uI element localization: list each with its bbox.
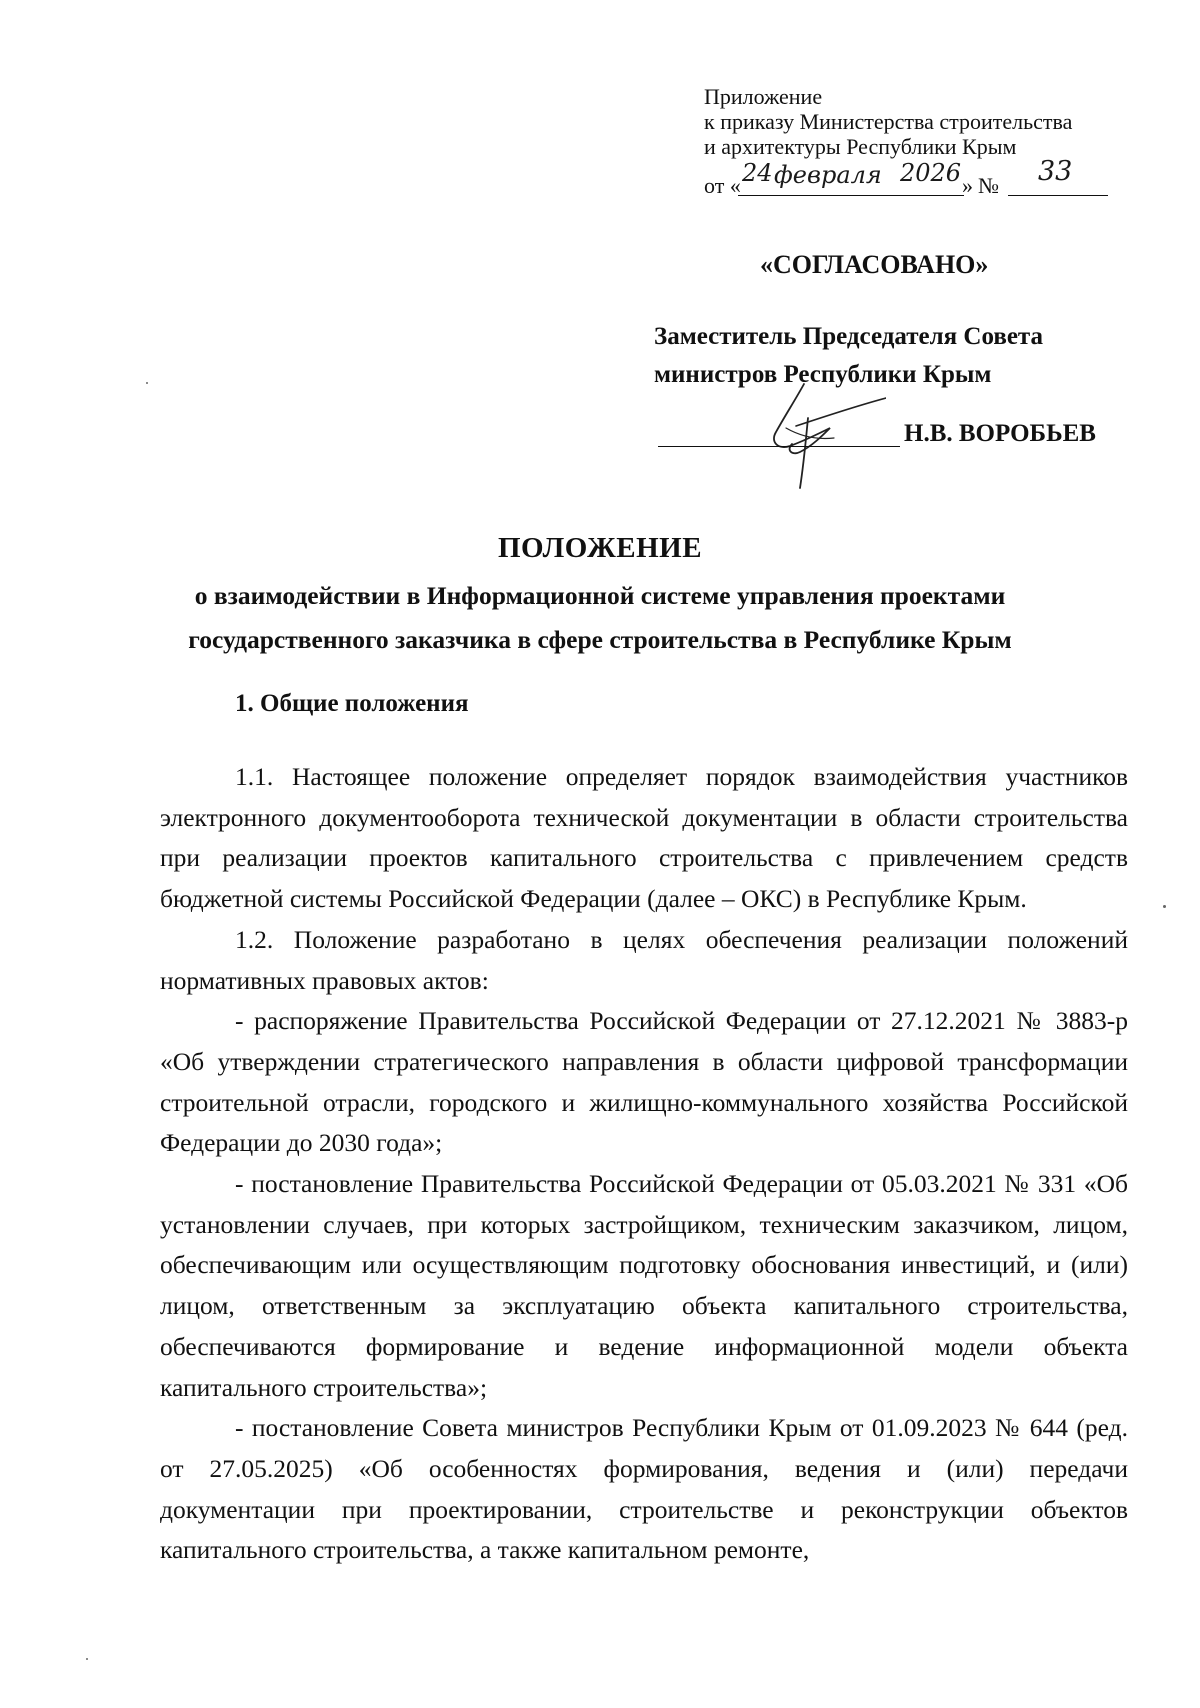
signature-line xyxy=(658,446,900,447)
document-body xyxy=(160,757,1128,1571)
appendix-order-line: к приказу Министерства строительства xyxy=(704,109,1073,134)
document-title: ПОЛОЖЕНИЕ xyxy=(497,532,703,564)
scan-speck xyxy=(1163,905,1166,908)
scan-speck xyxy=(146,382,148,384)
paragraph: - постановление Совета министров Республики Крым от 01.09.2023 № 644 (ред. от 27.05.2025) «Об особенностях формирования, ведения и (или) передачи документации при проектировании, строительстве и реконструкции объектов капитального строительства, а также капитальном ремонте, xyxy=(160,1413,1128,1565)
scan-speck xyxy=(86,1658,88,1660)
paragraph: - постановление Правительства Российской Федерации от 05.03.2021 № 331 «Об установлении случаев, при которых застройщиком, техническим заказчиком, лицом, обеспечивающим или осуществляющим подготовку обоснования инвестиций, и (или) лицом, ответственным за эксплуатацию объекта капитального строительства, обеспечиваются формирование и ведение информационной модели объекта капитального строительства»; xyxy=(160,1169,1128,1402)
paragraph: 1.2. Положение разработано в целях обеспечения реализации положений нормативных правовых актов: xyxy=(160,924,1128,995)
date-prefix: от « xyxy=(704,173,741,198)
handwritten-number: 33 xyxy=(1038,156,1073,187)
paragraph: 1.1. Настоящее положение определяет порядок взаимодействия участников электронного документооборота технической документации в области строительства при реализации проектов капитального строительства с привлечением средств бюджетной системы Российской Федерации (далее – ОКС) в Республике Крым. xyxy=(160,762,1128,914)
date-underline xyxy=(738,195,964,196)
number-underline xyxy=(1008,195,1108,196)
date-suffix: » xyxy=(962,173,973,198)
appendix-label: Приложение xyxy=(704,84,823,109)
appendix-ministry-line: и архитектуры Республики Крым xyxy=(704,134,1017,159)
document-subtitle: о взаимодействии в Информационной системе управления проектами государственного заказчика в сфере строительства в Республике Крым xyxy=(188,581,1012,654)
order-number-label: № xyxy=(978,173,999,198)
signer-name: Н.В. ВОРОБЬЕВ xyxy=(904,420,1096,447)
handwritten-year: 2026 xyxy=(900,159,962,187)
handwritten-signature xyxy=(756,380,886,490)
section-heading: 1. Общие положения xyxy=(235,690,469,717)
appendix-header xyxy=(704,84,1134,197)
order-date-row xyxy=(704,156,1134,198)
handwritten-month: февраля xyxy=(774,161,882,189)
signer-position-line1: Заместитель Председателя Совета xyxy=(654,323,1044,350)
paragraph: - распоряжение Правительства Российской Федерации от 27.12.2021 № 3883-р «Об утверждении стратегического направления в области цифровой трансформации строительной отрасли, городского и жилищно-коммунального хозяйства Российской Федерации до 2030 года»; xyxy=(160,1006,1128,1158)
signer-position-line2: министров Республики Крым xyxy=(654,361,992,388)
handwritten-day: 24 xyxy=(742,159,773,187)
agreed-stamp: «СОГЛАСОВАНО» xyxy=(760,250,989,279)
